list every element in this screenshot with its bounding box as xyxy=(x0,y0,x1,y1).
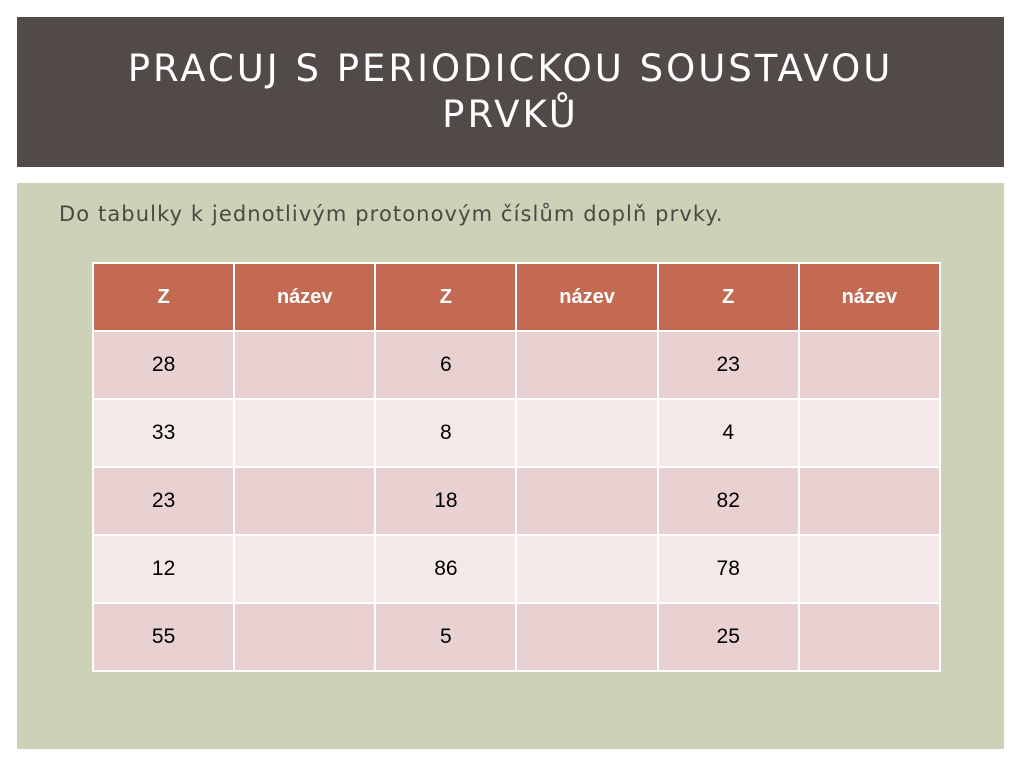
z-cell: 23 xyxy=(658,331,799,399)
z-cell: 55 xyxy=(93,603,234,671)
nazev-cell[interactable] xyxy=(234,467,375,535)
nazev-cell[interactable] xyxy=(234,603,375,671)
z-cell: 78 xyxy=(658,535,799,603)
nazev-cell[interactable] xyxy=(234,535,375,603)
nazev-cell[interactable] xyxy=(516,399,657,467)
instruction-text: Do tabulky k jednotlivým protonovým číslům doplň prvky. xyxy=(59,202,724,226)
table-container xyxy=(92,262,941,672)
table-row xyxy=(93,603,940,671)
nazev-cell[interactable] xyxy=(799,399,940,467)
z-cell: 23 xyxy=(93,467,234,535)
z-cell: 5 xyxy=(375,603,516,671)
z-cell: 18 xyxy=(375,467,516,535)
nazev-cell[interactable] xyxy=(799,603,940,671)
z-cell: 28 xyxy=(93,331,234,399)
z-cell: 4 xyxy=(658,399,799,467)
header-z-1: Z xyxy=(93,263,234,331)
elements-table xyxy=(92,262,941,672)
z-cell: 6 xyxy=(375,331,516,399)
nazev-cell[interactable] xyxy=(799,535,940,603)
table-row xyxy=(93,331,940,399)
header-z-3: Z xyxy=(658,263,799,331)
header-nazev-3: název xyxy=(799,263,940,331)
nazev-cell[interactable] xyxy=(516,467,657,535)
nazev-cell[interactable] xyxy=(516,603,657,671)
content-area xyxy=(17,183,1004,749)
nazev-cell[interactable] xyxy=(516,331,657,399)
z-cell: 33 xyxy=(93,399,234,467)
nazev-cell[interactable] xyxy=(234,399,375,467)
z-cell: 86 xyxy=(375,535,516,603)
nazev-cell[interactable] xyxy=(799,331,940,399)
z-cell: 8 xyxy=(375,399,516,467)
header-nazev-1: název xyxy=(234,263,375,331)
slide-title: PRACUJ S PERIODICKOU SOUSTAVOU PRVKŮ xyxy=(127,46,894,136)
table-header-row xyxy=(93,263,940,331)
z-cell: 12 xyxy=(93,535,234,603)
z-cell: 25 xyxy=(658,603,799,671)
nazev-cell[interactable] xyxy=(799,467,940,535)
nazev-cell[interactable] xyxy=(234,331,375,399)
header-z-2: Z xyxy=(375,263,516,331)
nazev-cell[interactable] xyxy=(516,535,657,603)
title-band xyxy=(17,17,1004,167)
table-row xyxy=(93,467,940,535)
table-row xyxy=(93,535,940,603)
table-row xyxy=(93,399,940,467)
z-cell: 82 xyxy=(658,467,799,535)
header-nazev-2: název xyxy=(516,263,657,331)
